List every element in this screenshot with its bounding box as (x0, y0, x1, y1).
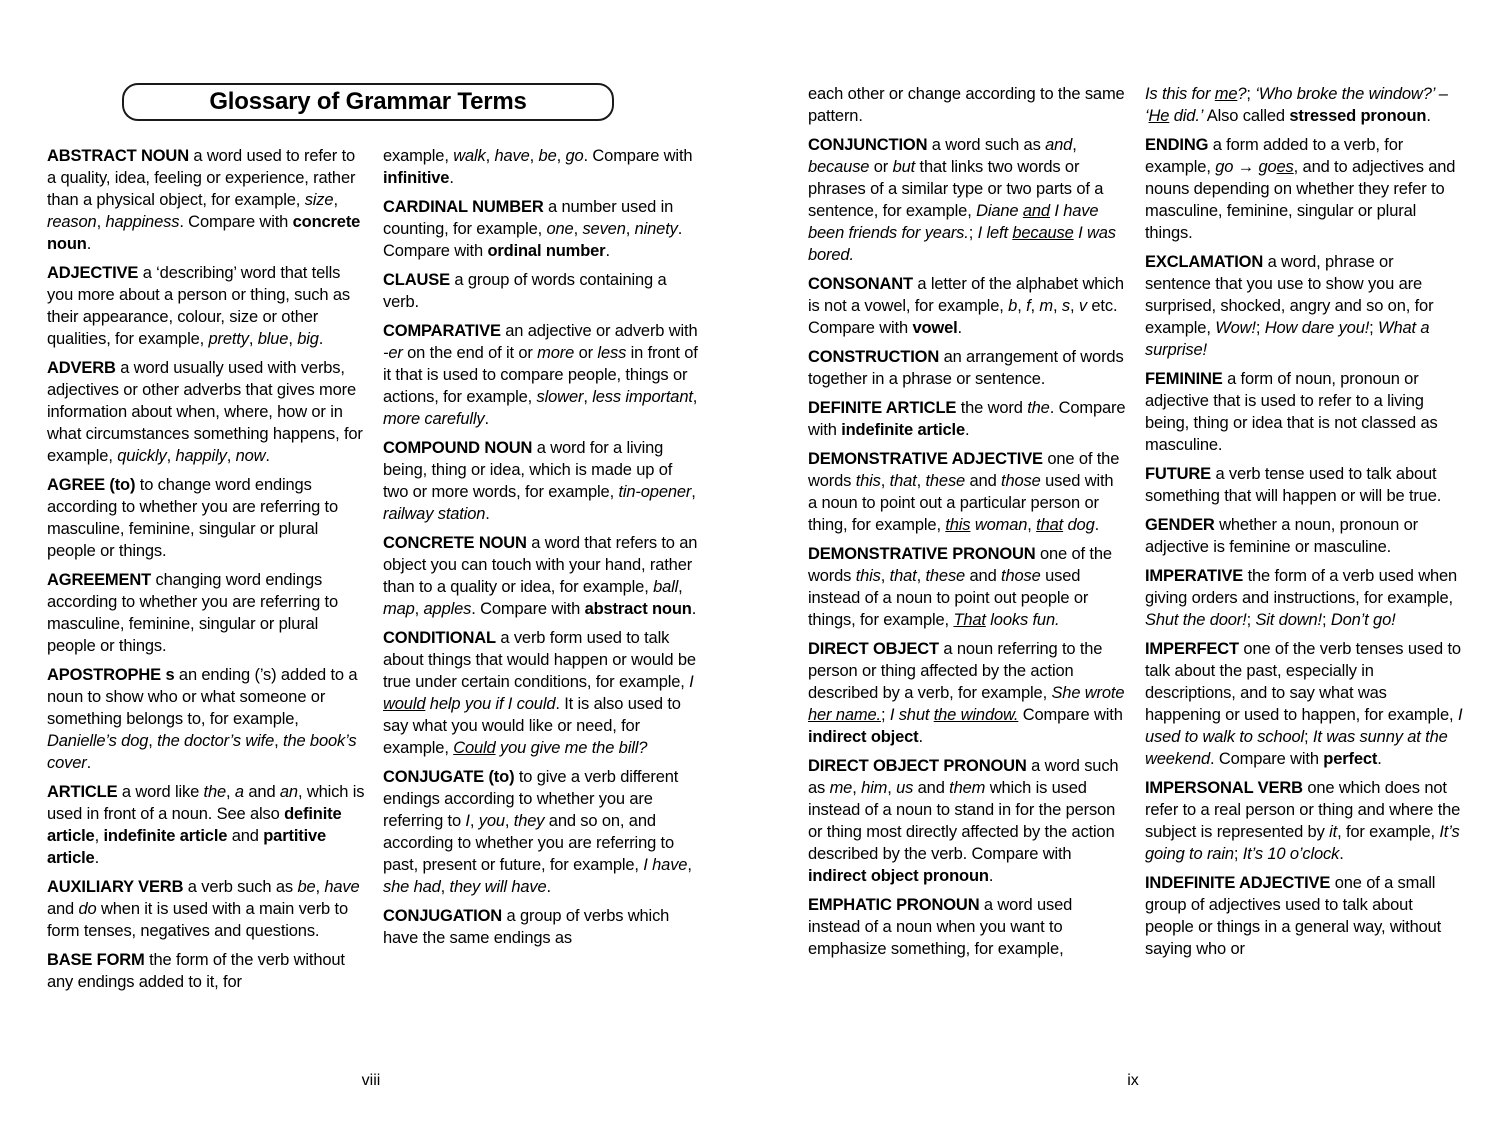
entry-definition: a letter of the alphabet which is not a vowel, for example, b, f, m, s, v etc. Compare with vowel. (808, 275, 1124, 337)
glossary-entry (808, 273, 1126, 339)
entry-definition: a word used instead of a noun when you want to emphasize something, for example, (808, 896, 1073, 958)
glossary-entry (808, 397, 1126, 441)
glossary-entry (1145, 463, 1463, 507)
glossary-entry (808, 83, 1126, 127)
entry-term: CONSONANT (808, 275, 913, 293)
glossary-entry (808, 346, 1126, 390)
page-number-left: viii (361, 1072, 381, 1089)
glossary-entry (47, 145, 365, 255)
entry-definition: a group of verbs which have the same endings as (383, 907, 670, 947)
entry-term: CONJUNCTION (808, 136, 928, 154)
entry-definition: a ‘describing’ word that tells you more about a person or thing, such as their appearance, colour, size or other qualities, for example, pretty, blue, big. (47, 264, 350, 348)
glossary-entry (808, 894, 1126, 960)
page-title: Glossary of Grammar Terms (209, 88, 527, 115)
entry-term: IMPERSONAL VERB (1145, 779, 1303, 797)
glossary-entry (47, 949, 365, 993)
entry-term: BASE FORM (47, 951, 145, 969)
glossary-entry (47, 262, 365, 350)
glossary-entry (1145, 777, 1463, 865)
entry-term: IMPERFECT (1145, 640, 1239, 658)
glossary-entry (1145, 514, 1463, 558)
entry-term: INDEFINITE ADJECTIVE (1145, 874, 1331, 892)
entry-term: FEMININE (1145, 370, 1223, 388)
entry-term: COMPARATIVE (383, 322, 501, 340)
entry-definition: a form added to a verb, for example, go → goes, and to adjectives and nouns depending on whether they refer to masculine, feminine, singular or plural things. (1145, 136, 1456, 242)
entry-definition: one of a small group of adjectives used to talk about people or things in a general way, without saying who or (1145, 874, 1442, 958)
entry-definition: Is this for me?; ‘Who broke the window?’ – ‘He did.’ Also called stressed pronoun. (1145, 85, 1448, 125)
glossary-entry (808, 448, 1126, 536)
glossary-entry (383, 269, 701, 313)
entry-term: ADJECTIVE (47, 264, 139, 282)
entry-definition: one of the words this, that, these and those used instead of a noun to point out people or things, for example, That looks fun. (808, 545, 1112, 629)
entry-definition: a number used in counting, for example, one, seven, ninety. Compare with ordinal number. (383, 198, 683, 260)
glossary-entry (1145, 251, 1463, 361)
glossary-entry (808, 755, 1126, 887)
glossary-entry (1145, 368, 1463, 456)
entry-definition: to give a verb different endings according to whether you are referring to I, you, they and so on, and according to whether you are referring to past, present or future, for example, I have, she had, they will have. (383, 768, 692, 896)
entry-term: DEFINITE ARTICLE (808, 399, 957, 417)
entry-definition: a word such as and, because or but that links two words or phrases of a similar type or two parts of a sentence, for example, Diane and I have been friends for years.; I left because I was bored. (808, 136, 1116, 264)
entry-term: ADVERB (47, 359, 116, 377)
glossary-entry (383, 320, 701, 430)
entry-term: CONSTRUCTION (808, 348, 940, 366)
glossary-entry (47, 876, 365, 942)
entry-definition: a verb form used to talk about things that would happen or would be true under certain conditions, for example, I would help you if I could. It is also used to say what you would like or need, for example, Could you give me the bill? (383, 629, 696, 757)
text-column-4 (1145, 83, 1463, 1073)
entry-definition: the form of a verb used when giving orders and instructions, for example, Shut the door!; Sit down!; Don’t go! (1145, 567, 1458, 629)
entry-definition: an adjective or adverb with -er on the end of it or more or less in front of it that is used to compare people, things or actions, for example, slower, less important, more carefully. (383, 322, 698, 428)
entry-term: CARDINAL NUMBER (383, 198, 544, 216)
entry-term: EMPHATIC PRONOUN (808, 896, 980, 914)
entry-definition: whether a noun, pronoun or adjective is feminine or masculine. (1145, 516, 1418, 556)
entry-term: AUXILIARY VERB (47, 878, 184, 896)
entry-definition: a word such as me, him, us and them which is used instead of a noun to stand in for the person or thing most directly affected by the action described by the verb. Compare with indirect object pronoun. (808, 757, 1119, 885)
glossary-entry (383, 145, 701, 189)
glossary-entry (1145, 134, 1463, 244)
entry-definition: one of the verb tenses used to talk about the past, especially in descriptions, and to say what was happening or used to happen, for example, I used to walk to school; It was sunny at the weekend. Compare with perfect. (1145, 640, 1463, 768)
glossary-entry (808, 638, 1126, 748)
entry-term: CLAUSE (383, 271, 450, 289)
entry-term: DEMONSTRATIVE PRONOUN (808, 545, 1036, 563)
entry-definition: a word that refers to an object you can touch with your hand, rather than to a quality or idea, for example, ball, map, apples. Compare with abstract noun. (383, 534, 698, 618)
text-column-3 (808, 83, 1126, 1073)
entry-definition: the form of the verb without any endings added to it, for (47, 951, 345, 991)
glossary-entry (383, 437, 701, 525)
entry-definition: a word used to refer to a quality, idea, feeling or experience, rather than a physical object, for example, size, reason, happiness. Compare with concrete noun. (47, 147, 361, 253)
entry-definition: an arrangement of words together in a phrase or sentence. (808, 348, 1124, 388)
glossary-title-box (122, 83, 614, 121)
entry-term: AGREE (to) (47, 476, 136, 494)
entry-definition: to change word endings according to whether you are referring to masculine, feminine, singular or plural people or things. (47, 476, 339, 560)
entry-definition: changing word endings according to whether you are referring to masculine, feminine, singular or plural people or things. (47, 571, 339, 655)
entry-definition: a verb such as be, have and do when it is used with a main verb to form tenses, negatives and questions. (47, 878, 360, 940)
glossary-entry (1145, 872, 1463, 960)
text-column-2 (383, 145, 701, 1073)
glossary-entry (1145, 638, 1463, 770)
entry-term: AGREEMENT (47, 571, 152, 589)
entry-term: ABSTRACT NOUN (47, 147, 189, 165)
glossary-entry (47, 664, 365, 774)
entry-definition: one of the words this, that, these and those used with a noun to point out a particular person or thing, for example, this woman, that dog. (808, 450, 1120, 534)
glossary-entry (808, 543, 1126, 631)
glossary-entry (47, 781, 365, 869)
entry-term: EXCLAMATION (1145, 253, 1264, 271)
entry-term: DEMONSTRATIVE ADJECTIVE (808, 450, 1043, 468)
glossary-entry (383, 627, 701, 759)
entry-definition: the word the. Compare with indefinite article. (808, 399, 1126, 439)
entry-term: CONDITIONAL (383, 629, 496, 647)
entry-definition: a word for a living being, thing or idea, which is made up of two or more words, for example, tin-opener, railway station. (383, 439, 696, 523)
entry-term: CONJUGATION (383, 907, 503, 925)
entry-term: APOSTROPHE s (47, 666, 175, 684)
text-column-1 (47, 145, 365, 1073)
glossary-entry (383, 905, 701, 949)
entry-definition: an ending (’s) added to a noun to show who or what someone or something belongs to, for example, Danielle’s dog, the doctor’s wife, the book’s cover. (47, 666, 358, 772)
glossary-entry (1145, 83, 1463, 127)
entry-definition: a form of noun, pronoun or adjective that is used to refer to a living being, thing or idea that is not classed as masculine. (1145, 370, 1438, 454)
entry-term: DIRECT OBJECT (808, 640, 939, 658)
glossary-entry (47, 569, 365, 657)
entry-definition: a word usually used with verbs, adjectives or other adverbs that gives more information about when, where, how or in what circumstances something happens, for example, quickly, happily, now. (47, 359, 363, 465)
glossary-entry (383, 766, 701, 898)
glossary-entry (1145, 565, 1463, 631)
glossary-entry (808, 134, 1126, 266)
entry-definition: a group of words containing a verb. (383, 271, 667, 311)
entry-term: GENDER (1145, 516, 1215, 534)
entry-term: COMPOUND NOUN (383, 439, 533, 457)
entry-term: CONCRETE NOUN (383, 534, 527, 552)
glossary-entry (47, 474, 365, 562)
entry-term: IMPERATIVE (1145, 567, 1244, 585)
entry-definition: one which does not refer to a real person or thing and where the subject is represented by it, for example, It’s going to rain; It’s 10 o’clock. (1145, 779, 1461, 863)
entry-definition: a word like the, a and an, which is used in front of a noun. See also definite article, indefinite article and partitive article. (47, 783, 365, 867)
entry-definition: a word, phrase or sentence that you use to show you are surprised, shocked, angry and so on, for example, Wow!; How dare you!; What a surprise! (1145, 253, 1434, 359)
page-number-right: ix (1127, 1072, 1139, 1089)
entry-definition: a noun referring to the person or thing affected by the action described by a verb, for example, She wrote her name.; I shut the window. Compare with indirect object. (808, 640, 1125, 746)
entry-term: ENDING (1145, 136, 1209, 154)
entry-definition: each other or change according to the same pattern. (808, 85, 1125, 125)
entry-term: FUTURE (1145, 465, 1212, 483)
entry-term: DIRECT OBJECT PRONOUN (808, 757, 1027, 775)
glossary-entry (47, 357, 365, 467)
entry-definition: a verb tense used to talk about something that will happen or will be true. (1145, 465, 1442, 505)
entry-term: CONJUGATE (to) (383, 768, 515, 786)
glossary-entry (383, 532, 701, 620)
entry-definition: example, walk, have, be, go. Compare with infinitive. (383, 147, 693, 187)
entry-term: ARTICLE (47, 783, 118, 801)
glossary-entry (383, 196, 701, 262)
